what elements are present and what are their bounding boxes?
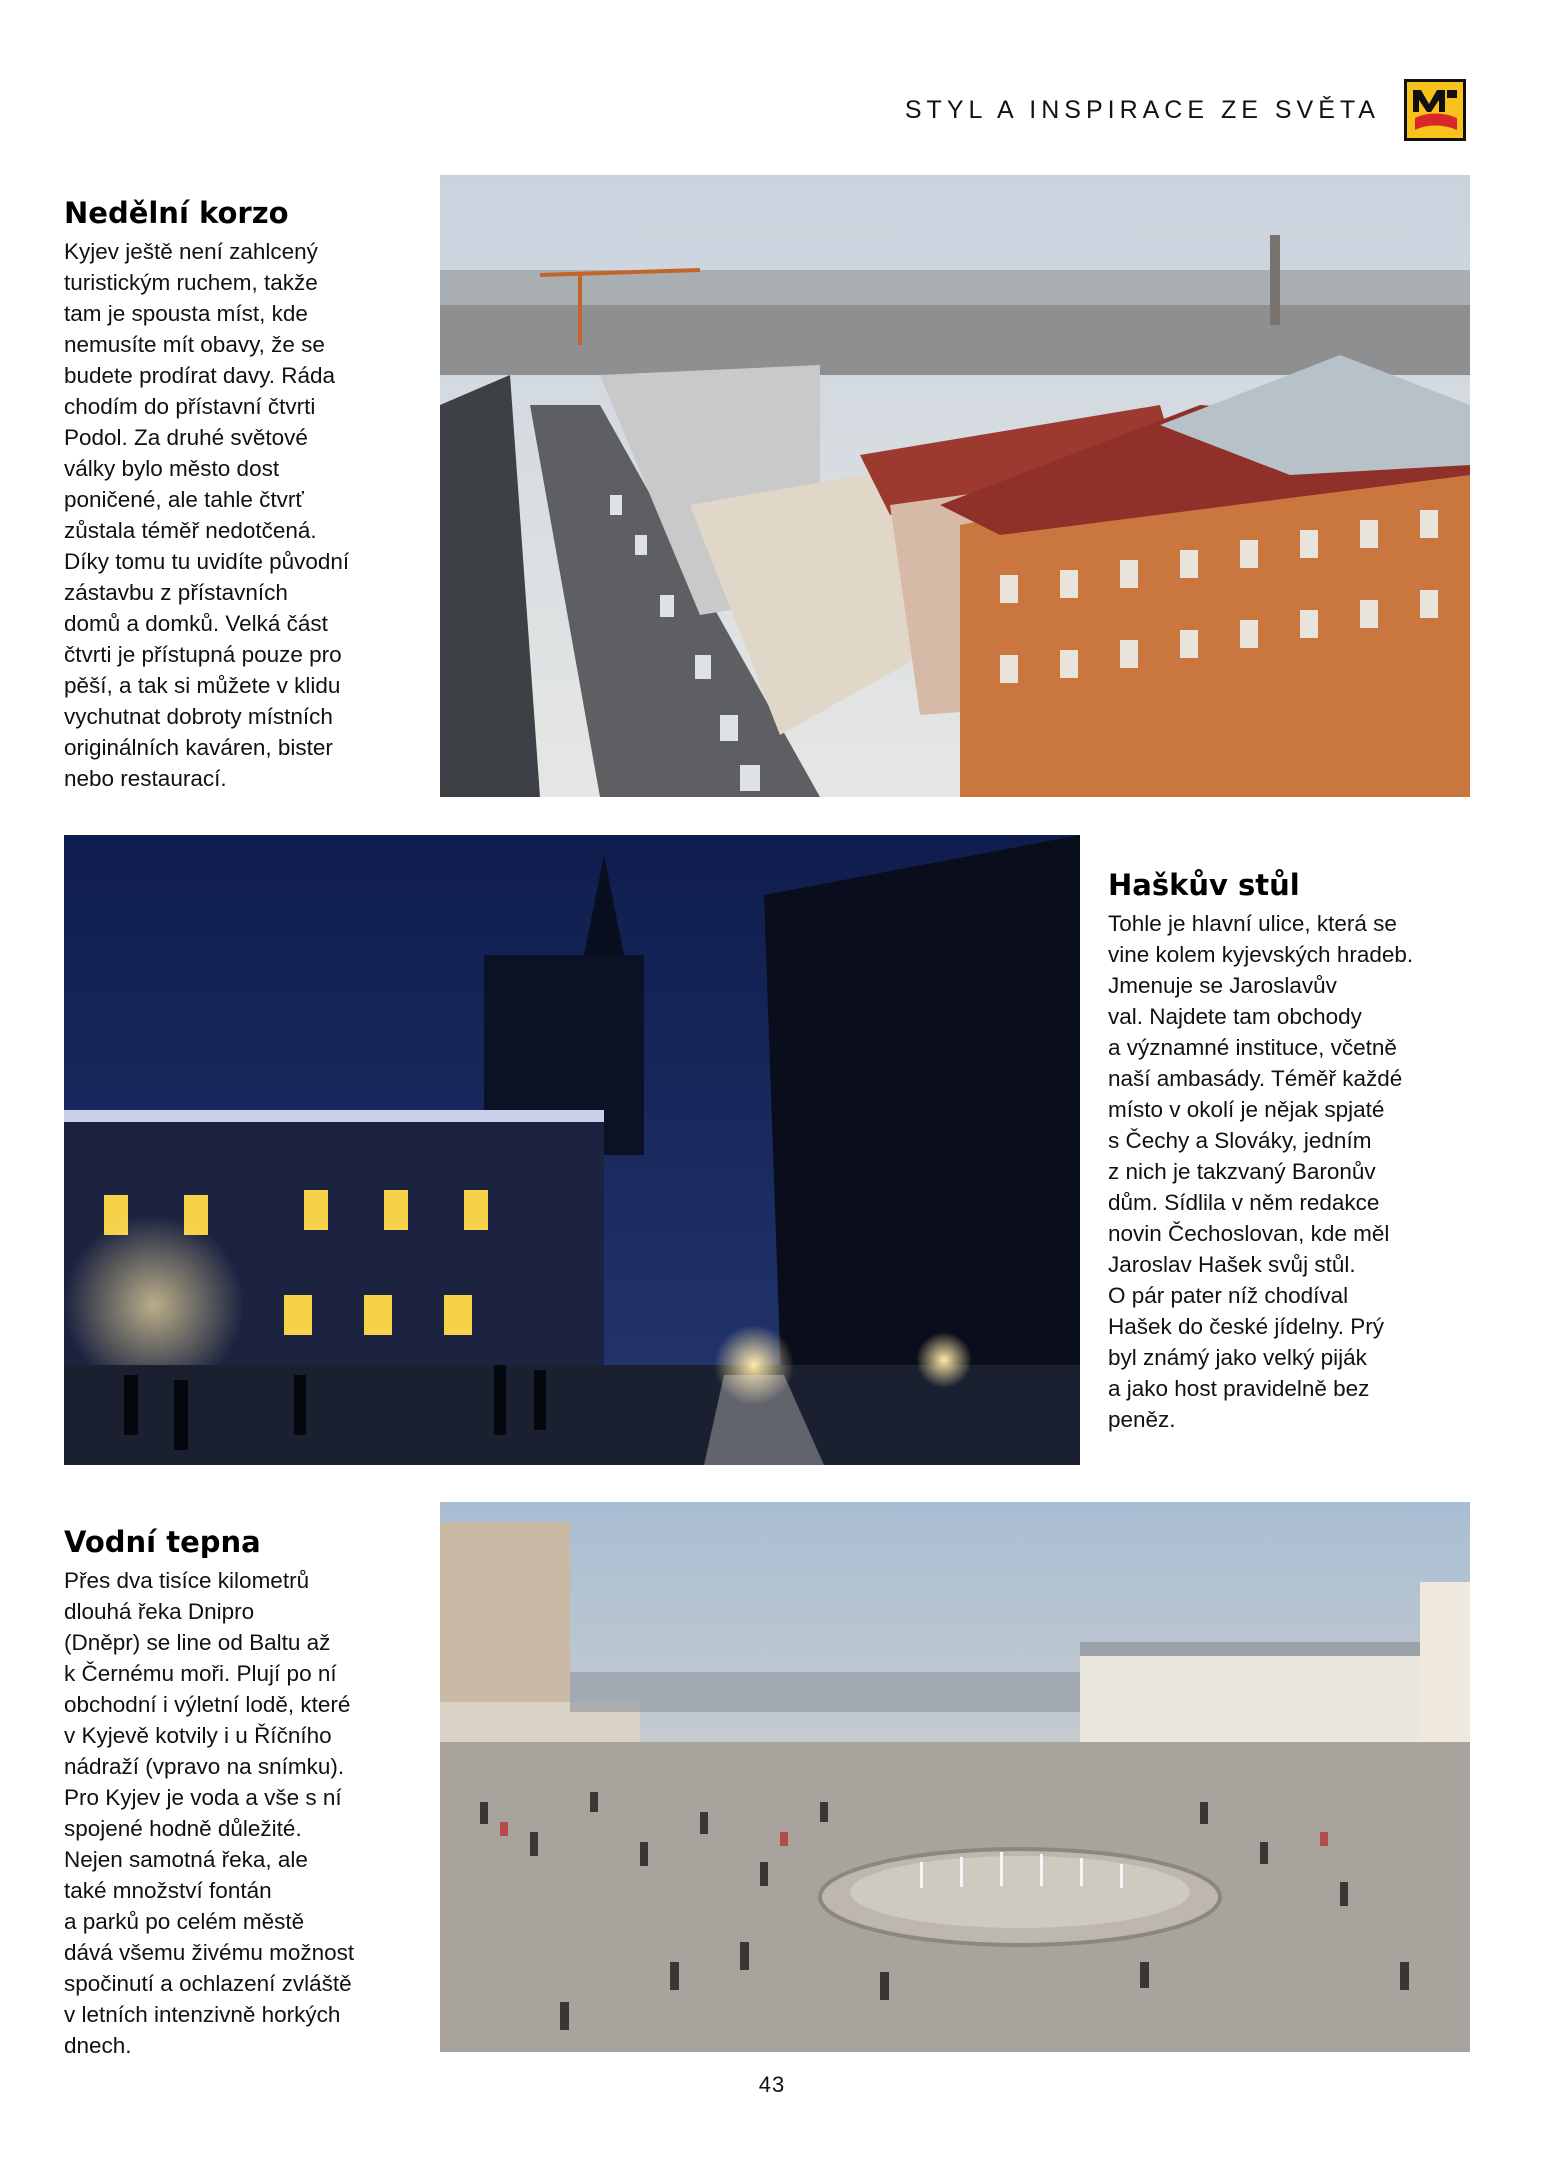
- article-heading: Vodní tepna: [64, 1525, 261, 1559]
- podol-street-photo: [440, 175, 1470, 797]
- magazine-logo-icon: [1404, 79, 1466, 141]
- article-heading: Nedělní korzo: [64, 196, 289, 230]
- article-body: Tohle je hlavní ulice, která se vine kolem kyjevských hradeb. Jmenuje se Jaroslavův val. Najdete tam obchody a významné instituce, včetně naší ambasády. Téměř každé místo v okolí je nějak spjaté s Čechy a Slováky, jedním z nich je takzvaný Baronův dům. Sídlila v něm redakce novin Čechoslovan, kde měl Jaroslav Hašek svůj stůl. O pár pater níž chodíval Hašek do české jídelny. Prý byl známý jako velký piják a jako host pravidelně bez peněz.: [1108, 911, 1414, 1432]
- night-street-photo: [64, 835, 1080, 1465]
- article-nedelni-korzo: [64, 196, 414, 794]
- page-number: 43: [758, 2072, 786, 2097]
- article-heading: Haškův stůl: [1108, 868, 1300, 902]
- section-title: STYL A INSPIRACE ZE SVĚTA: [904, 96, 1380, 124]
- article-body: Kyjev ještě není zahlcený turistickým ruchem, takže tam je spousta míst, kde nemusíte mít obavy, že se budete prodírat davy. Ráda chodím do přístavní čtvrti Podol. Za druhé světové války bylo město dost poničené, ale tahle čtvrť zůstala téměř nedotčená. Díky tomu tu uvidíte původní zástavbu z přístavních domů a domků. Velká část čtvrti je přístupná pouze pro pěší, a tak si můžete v klidu vychutnat dobroty místních originálních kaváren, bister nebo restaurací.: [64, 239, 350, 791]
- river-station-photo: [440, 1502, 1470, 2052]
- article-haskuv-stul: [1108, 868, 1488, 1435]
- article-body: Přes dva tisíce kilometrů dlouhá řeka Dnipro (Dněpr) se line od Baltu až k Černému moři. Plují po ní obchodní i výletní lodě, které v Kyjevě kotvily i u Říčního nádraží (vpravo na snímku). Pro Kyjev je voda a vše s ní spojené hodně důležité. Nejen samotná řeka, ale také množství fontán a parků po celém městě dává všemu živému možnost spočinutí a ochlazení zvláště v letních intenzivně horkých dnech.: [64, 1568, 355, 2058]
- article-vodni-tepna: [64, 1525, 414, 2061]
